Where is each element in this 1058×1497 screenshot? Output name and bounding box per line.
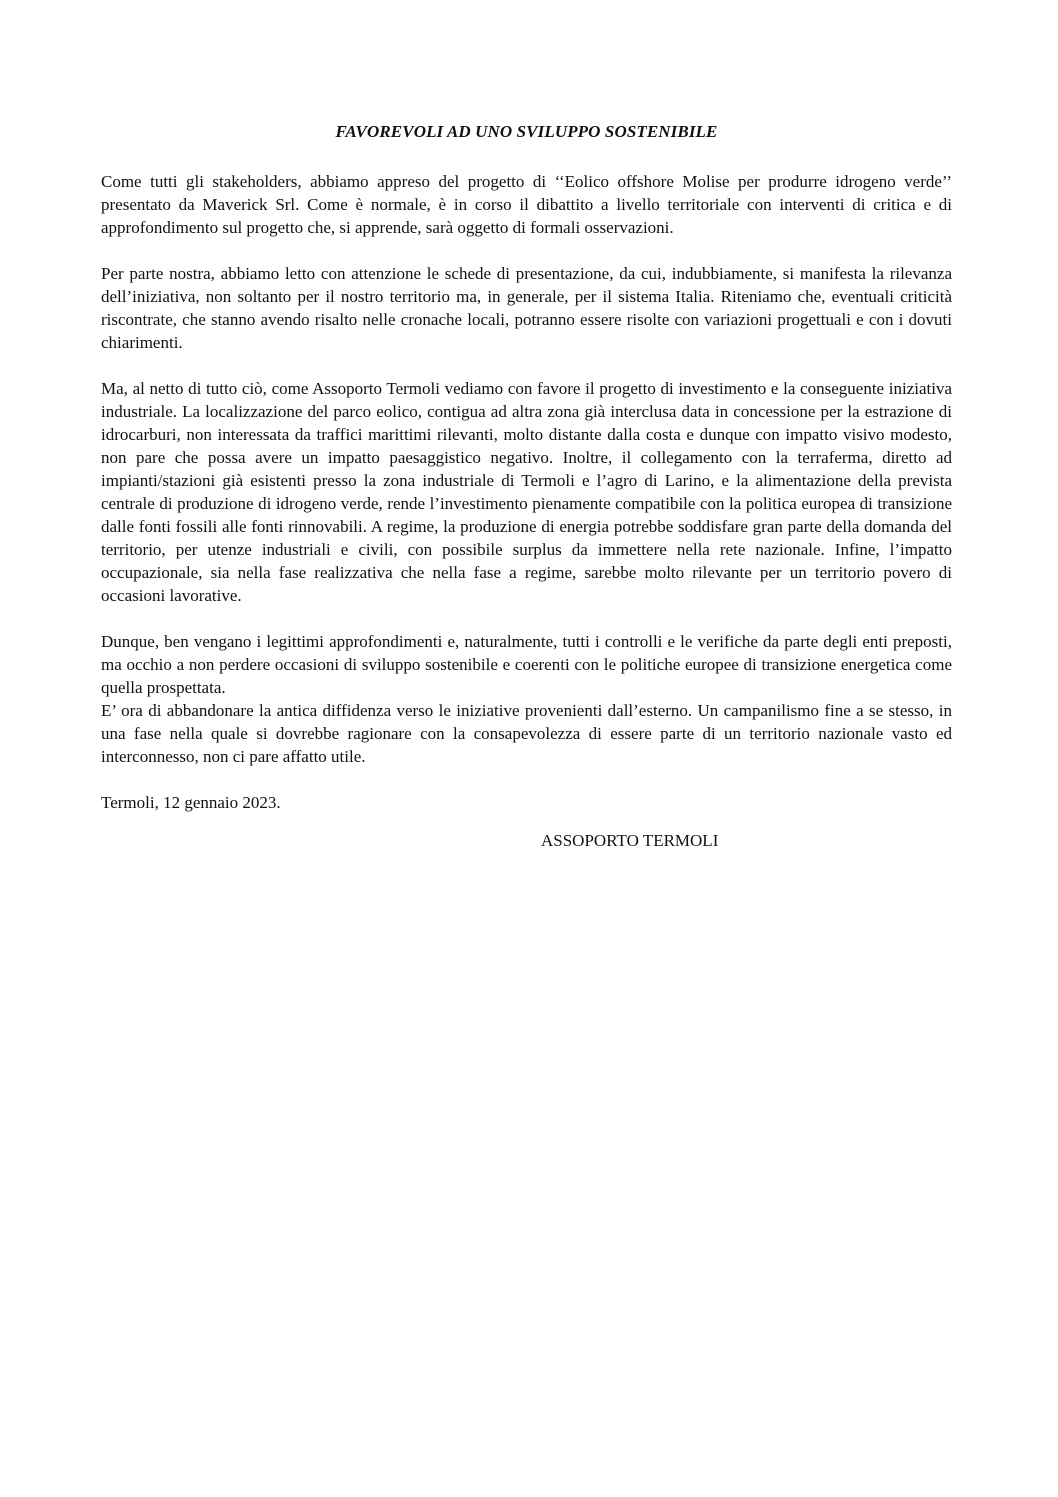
paragraph-closing-remark: E’ ora di abbandonare la antica diffidenza verso le iniziative provenienti dall’esterno. Un campanilismo fine a se stesso, in una fase nella quale si dovrebbe ragionare con la consapevolezza di essere parte di un territorio nazionale vasto ed interconnesso, non ci pare affatto utile. xyxy=(101,701,952,766)
signature: ASSOPORTO TERMOLI xyxy=(541,831,719,850)
paragraph-conclusion: Dunque, ben vengano i legittimi approfondimenti e, naturalmente, tutti i controlli e le verifiche da parte degli enti preposti, ma occhio a non perdere occasioni di sviluppo sostenibile e coerenti con le politiche europee di transizione energetica come quella prospettata. xyxy=(101,632,952,697)
date-line: Termoli, 12 gennaio 2023. xyxy=(101,793,281,812)
paragraph-project-support: Ma, al netto di tutto ciò, come Assoporto Termoli vediamo con favore il progetto di investimento e la conseguente iniziativa industriale. La localizzazione del parco eolico, contigua ad altra zona già interclusa data in concessione per la estrazione di idrocarburi, non interessata da traffici marittimi rilevanti, molto distante dalla costa e dunque con impatto visivo modesto, non pare che possa avere un impatto paesaggistico negativo. Inoltre, il collegamento con la terraferma, diretto ad impianti/stazioni già esistenti presso la zona industriale di Termoli e l’agro di Larino, e la alimentazione della prevista centrale di produzione di idrogeno verde, rende l’investimento pienamente compatibile con la politica europea di transizione dalle fonti fossili alle fonti rinnovabili. A regime, la produzione di energia potrebbe soddisfare gran parte della domanda del territorio, per utenze industriali e civili, con possibile surplus da immettere nella rete nazionale. Infine, l’impatto occupazionale, sia nella fase realizzativa che nella fase a regime, sarebbe molto rilevante per un territorio povero di occasioni lavorative. xyxy=(101,379,952,605)
paragraph-evaluation: Per parte nostra, abbiamo letto con attenzione le schede di presentazione, da cui, indubbiamente, si manifesta la rilevanza dell’iniziativa, non soltanto per il nostro territorio ma, in generale, per il sistema Italia. Riteniamo che, eventuali criticità riscontrate, che stanno avendo risalto nelle cronache locali, potranno essere risolte con variazioni progettuali e con i dovuti chiarimenti. xyxy=(101,264,952,352)
paragraph-introduction: Come tutti gli stakeholders, abbiamo appreso del progetto di ‘‘Eolico offshore Molise per produrre idrogeno verde’’ presentato da Maverick Srl. Come è normale, è in corso il dibattito a livello territoriale con interventi di critica e di approfondimento sul progetto che, si apprende, sarà oggetto di formali osservazioni. xyxy=(101,172,952,237)
document-page xyxy=(101,120,952,852)
document-title: FAVOREVOLI AD UNO SVILUPPO SOSTENIBILE xyxy=(335,122,718,141)
